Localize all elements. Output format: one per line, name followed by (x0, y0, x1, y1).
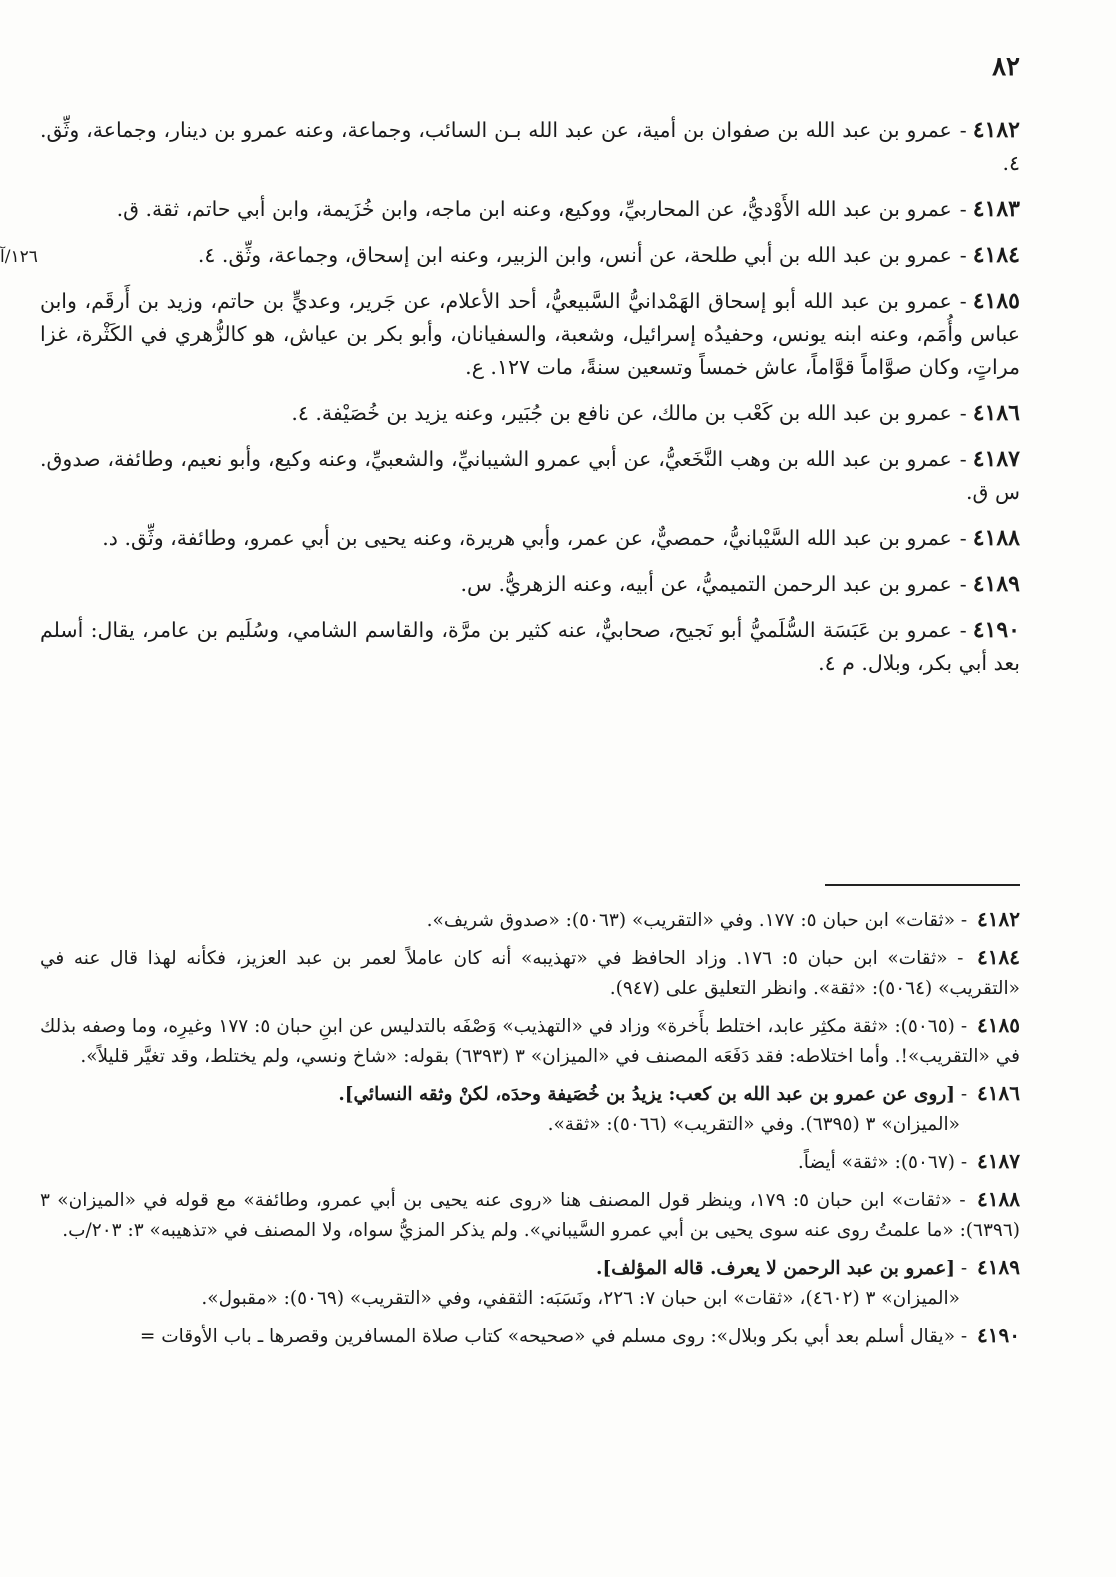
footnote-number: ٤١٨٤ (977, 945, 1020, 969)
entries-list (0, 114, 1020, 693)
entry-number: ٤١٨٣ (972, 196, 1020, 222)
footnote-divider (825, 884, 1020, 886)
entry-number: ٤١٩٠ (972, 617, 1020, 643)
entry-text: عمرو بن عبد الله الأَوْديُّ، عن المحاربيِّ، ووكيع، وعنه ابن ماجه، وابن خُزَيمة، وابن أبي حاتم، ثقة. ق. (116, 197, 952, 221)
footnote-subtext: «الميزان» ٣ (٦٣٩٥). وفي «التقريب» (٥٠٦٦): «ثقة». (547, 1114, 960, 1135)
footnote-text: [روى عن عمرو بن عبد الله بن كعب: يزيدُ بن خُصَيفة وحدَه، لكنْ وثقه النسائي]. (338, 1084, 956, 1105)
footnote: ٤١٨٩ - [عمرو بن عبد الرحمن لا يعرف. قاله المؤلف]. «الميزان» ٣ (٤٦٠٢)، «ثقات» ابن حبان ٧: ٢٢٦، ونَسَبَه: الثقفي، وفي «التقريب» (٥٠٦٩): «مقبول». (40, 1252, 1020, 1314)
footnote: ٤١٨٨ - «ثقات» ابن حبان ٥: ١٧٩، وينظر قول المصنف هنا «روى عنه يحيى بن أبي عمرو، وطائفة» مع قوله في «الميزان» ٣ (٦٣٩٦): «ما علمتُ روى عنه سوى يحيى بن أبي عمرو السَّيباني». ولم يذكر المزيُّ سواه، ولا المصنف في «تذهيبه» ٣: ٢٠٣/ب. (40, 1187, 1020, 1241)
entry-number: ٤١٨٨ (972, 525, 1020, 551)
entry-text: عمرو بن عبد الله بن وهب النَّخَعيُّ، عن أبي عمرو الشيبانيِّ، والشعبيِّ، وعنه وكيع، وأبو نعيم، وطائفة، صدوق. س ق. (40, 447, 1020, 504)
entry-number: ٤١٨٢ (972, 117, 1020, 143)
entry-number: ٤١٨٦ (972, 400, 1020, 426)
entry-text: عمرو بن عَبَسَة السُّلَميُّ أبو نَجيح، صحابيٌّ، عنه كثير بن مرَّة، والقاسم الشامي، وسُلَيم بن عامر، يقال: أسلم بعد أبي بكر، وبلال. م ٤. (40, 618, 1020, 675)
footnote-subtext: «الميزان» ٣ (٤٦٠٢)، «ثقات» ابن حبان ٧: ٢٢٦، ونَسَبَه: الثقفي، وفي «التقريب» (٥٠٦٩): «مقبول». (201, 1288, 960, 1309)
entry: ٤١٨٣-عمرو بن عبد الله الأَوْديُّ، عن المحاربيِّ، ووكيع، وعنه ابن ماجه، وابن خُزَيمة، وابن أبي حاتم، ثقة. ق. (116, 196, 1020, 222)
margin-folio-note: ١٢٦/آ (0, 247, 38, 267)
footnote-text: «ثقات» ابن حبان ٥: ١٧٩، وينظر قول المصنف هنا «روى عنه يحيى بن أبي عمرو، وطائفة» مع قوله في «الميزان» ٣ (٦٣٩٦): «ما علمتُ روى عنه سوى يحيى بن أبي عمرو السَّيباني». ولم يذكر المزيُّ سواه، ولا المصنف في «تذهيبه» ٣: ٢٠٣/ب. (40, 1190, 1020, 1241)
entry-number: ٤١٨٤ (972, 242, 1020, 268)
entry: ٤١٨٢-عمرو بن عبد الله بن صفوان بن أمية، عن عبد الله بـن السائب، وجماعة، وعنه عمرو بن دينار، وجماعة، وثِّق. ٤. (40, 117, 1020, 175)
footnote-number: ٤١٨٨ (977, 1187, 1020, 1211)
footnote-text: «يقال أسلم بعد أبي بكر وبلال»: روى مسلم في «صحيحه» كتاب صلاة المسافرين وقصرها ـ باب الأوقات = (139, 1326, 956, 1347)
footnote-number: ٤١٨٩ (977, 1255, 1020, 1279)
footnote: ٤١٨٤ - «ثقات» ابن حبان ٥: ١٧٦. وزاد الحافظ في «تهذيبه» أنه كان عاملاً لعمر بن عبد العزيز، فكأنه لهذا قال عنه في «التقريب» (٥٠٦٤): «ثقة». وانظر التعليق على (٩٤٧). (40, 945, 1020, 999)
entry-text: عمرو بن عبد الله بن صفوان بن أمية، عن عبد الله بـن السائب، وجماعة، وعنه عمرو بن دينار، وجماعة، وثِّق. ٤. (40, 118, 1020, 175)
footnote-text: «ثقات» ابن حبان ٥: ١٧٦. وزاد الحافظ في «تهذيبه» أنه كان عاملاً لعمر بن عبد العزيز، فكأنه لهذا قال عنه في «التقريب» (٥٠٦٤): «ثقة». وانظر التعليق على (٩٤٧). (40, 948, 1020, 999)
footnote: ٤١٩٠ - «يقال أسلم بعد أبي بكر وبلال»: روى مسلم في «صحيحه» كتاب صلاة المسافرين وقصرها ـ باب الأوقات = (139, 1323, 1020, 1347)
footnote-number: ٤١٨٦ (977, 1081, 1020, 1105)
footnote-number: ٤١٨٧ (977, 1149, 1020, 1173)
footnote-text: (٥٠٦٧): «ثقة» أيضاً. (797, 1152, 956, 1173)
footnote-text: (٥٠٦٥): «ثقة مكثِر عابد، اختلط بأَخرة» وزاد في «التهذيب» وَصْفَه بالتدليس عن ابنِ حبان ٥: ١٧٧ وغيرِه، وما وصفه بذلك في «التقريب»!. وأما اختلاطه: فقد دَفَعَه المصنف في «الميزان» ٣ (٦٣٩٣) بقوله: «شاخ ونسي، ولم يختلط، وقد تغيَّر قليلاً». (40, 1016, 1020, 1067)
footnote: ٤١٨٢ - «ثقات» ابن حبان ٥: ١٧٧. وفي «التقريب» (٥٠٦٣): «صدوق شريف». (426, 907, 1020, 931)
entry: ٤١٩٠-عمرو بن عَبَسَة السُّلَميُّ أبو نَجيح، صحابيٌّ، عنه كثير بن مرَّة، والقاسم الشامي، وسُلَيم بن عامر، يقال: أسلم بعد أبي بكر، وبلال. م ٤. (40, 617, 1020, 675)
footnote-number: ٤١٨٢ (977, 907, 1020, 931)
footnotes-list (40, 904, 1020, 1358)
entry-number: ٤١٨٩ (972, 571, 1020, 597)
footnote-text: «ثقات» ابن حبان ٥: ١٧٧. وفي «التقريب» (٥٠٦٣): «صدوق شريف». (426, 910, 956, 931)
entry-text: عمرو بن عبد الله السَّيْبانيُّ، حمصيٌّ، عن عمر، وأبي هريرة، وعنه يحيى بن أبي عمرو، وطائفة، وثِّق. د. (102, 526, 952, 550)
footnote-number: ٤١٨٥ (977, 1013, 1020, 1037)
entry-text: عمرو بن عبد الله بن أبي طلحة، عن أنس، وابن الزبير، وعنه ابن إسحاق، وجماعة، وثِّق. ٤. (197, 243, 952, 267)
footnote-text: [عمرو بن عبد الرحمن لا يعرف. قاله المؤلف]. (596, 1258, 956, 1279)
entry-text: عمرو بن عبد الله بن كَعْب بن مالك، عن نافع بن جُبَير، وعنه يزيد بن خُصَيْفة. ٤. (291, 401, 952, 425)
entry: ٤١٨٩-عمرو بن عبد الرحمن التميميُّ، عن أبيه، وعنه الزهريُّ. س. (460, 571, 1020, 597)
footnote: ٤١٨٧ - (٥٠٦٧): «ثقة» أيضاً. (797, 1149, 1020, 1173)
entry: ١٢٦/آ ٤١٨٤-عمرو بن عبد الله بن أبي طلحة، عن أنس، وابن الزبير، وعنه ابن إسحاق، وجماعة، وثِّق. ٤. (40, 239, 1020, 272)
entry-text: عمرو بن عبد الله أبو إسحاق الهَمْدانيُّ السَّبيعيُّ، أحد الأعلام، عن جَرير، وعديٍّ بن حاتم، وزيد بن أَرقَم، وابن عباس وأُمَم، وعنه ابنه يونس، وحفيدُه إسرائيل، وشعبة، والسفيانان، وأبو بكر بن عياش، هو كالزُّهري في الكَثْرة، غزا مراتٍ، وكان صوَّاماً قوَّاماً، عاش خمساً وتسعين سنةً، مات ١٢٧. ع. (40, 289, 1020, 379)
footnote: ٤١٨٥ - (٥٠٦٥): «ثقة مكثِر عابد، اختلط بأَخرة» وزاد في «التهذيب» وَصْفَه بالتدليس عن ابنِ حبان ٥: ١٧٧ وغيرِه، وما وصفه بذلك في «التقريب»!. وأما اختلاطه: فقد دَفَعَه المصنف في «الميزان» ٣ (٦٣٩٣) بقوله: «شاخ ونسي، ولم يختلط، وقد تغيَّر قليلاً». (40, 1013, 1020, 1067)
entry: ٤١٨٧-عمرو بن عبد الله بن وهب النَّخَعيُّ، عن أبي عمرو الشيبانيِّ، والشعبيِّ، وعنه وكيع، وأبو نعيم، وطائفة، صدوق. س ق. (40, 446, 1020, 504)
entry-number: ٤١٨٧ (972, 446, 1020, 472)
entry: ٤١٨٦-عمرو بن عبد الله بن كَعْب بن مالك، عن نافع بن جُبَير، وعنه يزيد بن خُصَيْفة. ٤. (291, 400, 1020, 426)
entry-text: عمرو بن عبد الرحمن التميميُّ، عن أبيه، وعنه الزهريُّ. س. (460, 572, 952, 596)
footnote: ٤١٨٦ - [روى عن عمرو بن عبد الله بن كعب: يزيدُ بن خُصَيفة وحدَه، لكنْ وثقه النسائي]. «الميزان» ٣ (٦٣٩٥). وفي «التقريب» (٥٠٦٦): «ثقة». (40, 1078, 1020, 1140)
footnote-number: ٤١٩٠ (977, 1323, 1020, 1347)
entry: ٤١٨٥-عمرو بن عبد الله أبو إسحاق الهَمْدانيُّ السَّبيعيُّ، أحد الأعلام، عن جَرير، وعديٍّ بن حاتم، وزيد بن أَرقَم، وابن عباس وأُمَم، وعنه ابنه يونس، وحفيدُه إسرائيل، وشعبة، والسفيانان، وأبو بكر بن عياش، هو كالزُّهري في الكَثْرة، غزا مراتٍ، وكان صوَّاماً قوَّاماً، عاش خمساً وتسعين سنةً، مات ١٢٧. ع. (40, 288, 1020, 379)
entry: ٤١٨٨-عمرو بن عبد الله السَّيْبانيُّ، حمصيٌّ، عن عمر، وأبي هريرة، وعنه يحيى بن أبي عمرو، وطائفة، وثِّق. د. (102, 525, 1020, 551)
entry-number: ٤١٨٥ (972, 288, 1020, 314)
page-number: ٨٢ (992, 52, 1020, 82)
